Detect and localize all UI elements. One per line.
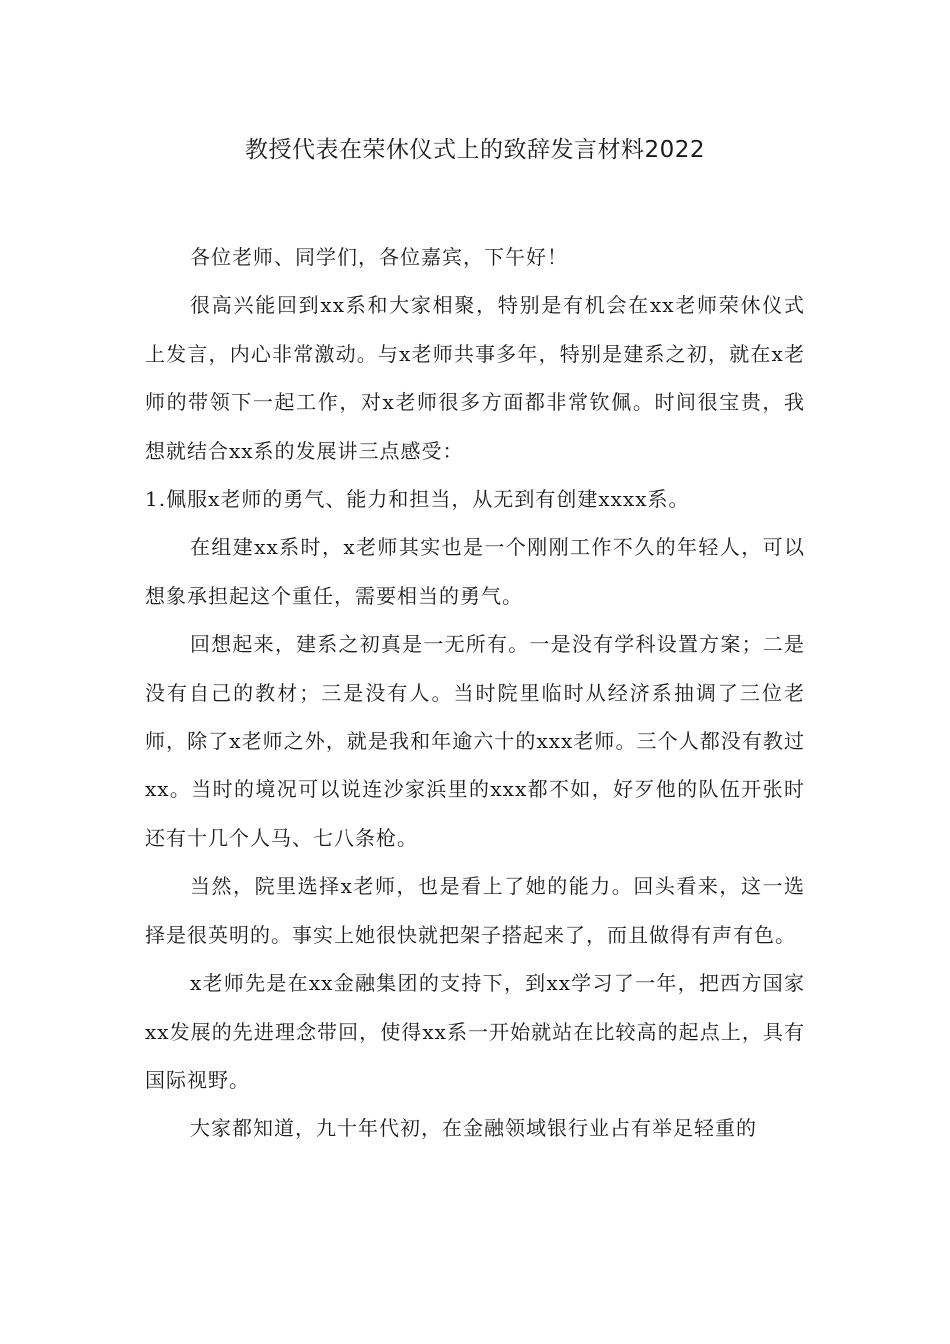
paragraph-greeting: 各位老师、同学们，各位嘉宾，下午好！ (190, 245, 568, 269)
document-body (145, 233, 805, 1153)
paragraph: 当然，院里选择x老师，也是看上了她的能力。回头看来，这一选择是很英明的。事实上她很快就把架子搭起来了，而且做得有声有色。 (145, 874, 805, 947)
section-heading-1: 1.佩服x老师的勇气、能力和担当，从无到有创建xxxx系。 (145, 487, 690, 512)
paragraph: x老师先是在xx金融集团的支持下，到xx学习了一年，把西方国家xx发展的先进理念带回，使得xx系一开始就站在比较高的起点上，具有国际视野。 (145, 971, 805, 1092)
paragraph: 回想起来，建系之初真是一无所有。一是没有学科设置方案；二是没有自己的教材；三是没有人。当时院里临时从经济系抽调了三位老师，除了x老师之外，就是我和年逾六十的xxx老师。三个人都没有教过xx。当时的境况可以说连沙家浜里的xxx都不如，好歹他的队伍开张时还有十几个人马、七八条枪。 (145, 632, 805, 850)
document-title: 教授代表在荣休仪式上的致辞发言材料2022 (244, 137, 706, 163)
paragraph-intro: 很高兴能回到xx系和大家相聚，特别是有机会在xx老师荣休仪式上发言，内心非常激动。与x老师共事多年，特别是建系之初，就在x老师的带领下一起工作，对x老师很多方面都非常钦佩。时间很宝贵，我想就结合xx系的发展讲三点感受： (145, 293, 805, 463)
paragraph: 大家都知道，九十年代初，在金融领域银行业占有举足轻重的 (190, 1116, 757, 1141)
paragraph: 在组建xx系时，x老师其实也是一个刚刚工作不久的年轻人，可以想象承担起这个重任，需要相当的勇气。 (145, 535, 805, 608)
